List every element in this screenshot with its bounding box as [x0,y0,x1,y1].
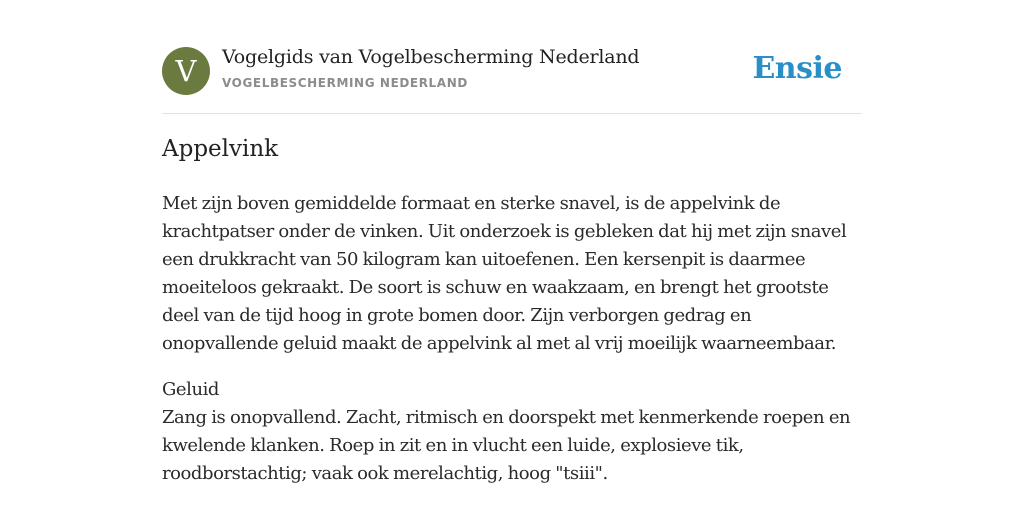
source-avatar[interactable]: V [162,47,210,95]
entry-sound-paragraph [162,376,867,488]
entry-intro-paragraph: Met zijn boven gemiddelde formaat en sterke snavel, is de appelvink de krachtpatser onder de vinken. Uit onderzoek is gebleken dat hij met zijn snavel een drukkracht van 50 kilogram kan uitoefenen. Een kersenpit is daarmee moeiteloos gekraakt. De soort is schuw en waakzaam, en brengt het grootste deel van de tijd hoog in grote bomen door. Zijn verborgen gedrag en onopvallende geluid maakt de appelvink al met al vrij moeilijk waarneembaar. [162,193,847,354]
ensie-logo[interactable]: Ensie [752,51,842,86]
source-publisher[interactable]: VOGELBESCHERMING NEDERLAND [222,76,468,90]
sound-text: Zang is onopvallend. Zacht, ritmisch en doorspekt met kenmerkende roepen en kwelende klanken. Roep in zit en in vlucht een luide, explosieve tik, roodborstachtig; vaak ook merelachtig, hoog "tsiii". [162,407,851,484]
entry-body [162,190,867,506]
source-header [162,0,862,114]
entry-card [162,0,862,484]
entry-title: Appelvink [162,136,279,162]
source-title-link[interactable]: Vogelgids van Vogelbescherming Nederland [222,46,640,68]
sound-heading: Geluid [162,379,219,400]
